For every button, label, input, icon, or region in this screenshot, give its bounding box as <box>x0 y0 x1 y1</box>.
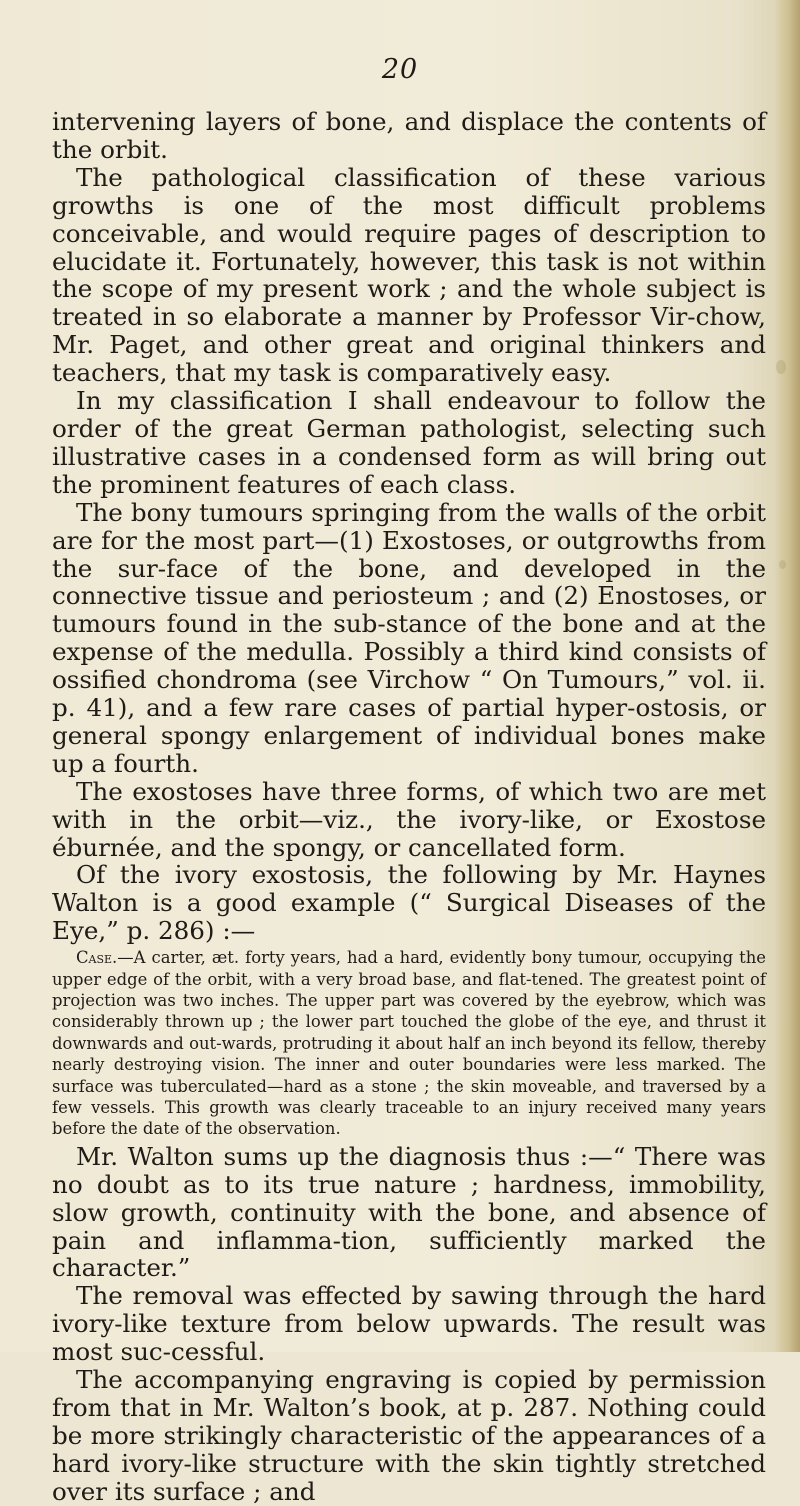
paragraph: The exostoses have three forms, of which two are met with in the orbit—viz., the ivory-like, or Exostose éburnée, and the spongy, or cancellated form. <box>52 776 766 862</box>
paper-stain <box>779 560 786 569</box>
case-label: Case. <box>76 948 118 968</box>
paragraph: Mr. Walton sums up the diagnosis thus :—“ There was no doubt as to its true nature ; hardness, immobility, slow growth, continuity with the bone, and absence of pain and inflamma-tion, sufficiently marked the character.” <box>52 1141 766 1283</box>
paragraph: The pathological classification of these various growths is one of the most difficult problems conceivable, and would require pages of description to elucidate it. Fortunately, however, this task is not within the scope of my present work ; and the whole subject is treated in so elaborate a manner by Professor Vir-chow, Mr. Paget, and other great and original thinkers and teachers, that my task is comparatively easy. <box>52 162 766 388</box>
paragraph: The bony tumours springing from the walls of the orbit are for the most part—(1) Exostoses, or outgrowths from the sur-face of the bone, and developed in the connective tissue and periosteum ; and (2) Enostoses, or tumours found in the sub-stance of the bone and at the expense of the medulla. Possibly a third kind consists of ossified chondroma (see Virchow “ On Tumours,” vol. ii. p. 41), and a few rare cases of partial hyper-ostosis, or general spongy enlargement of individual bones make up a fourth. <box>52 497 766 778</box>
paragraph: The accompanying engraving is copied by permission from that in Mr. Walton’s book, at p. 287. Nothing could be more strikingly characteristic of the appearances of a hard ivory-like structure with the skin tightly stretched over its surface ; and <box>52 1365 766 1506</box>
case-text: —A carter, æt. forty years, had a hard, evidently bony tumour, occupying the upper edge of the orbit, with a very broad base, and flat-tened. The greatest point of projection was two inches. The upper part was covered by the eyebrow, which was considerably thrown up ; the lower part touched the globe of the eye, and thrust it downwards and out-wards, protruding it about half an inch beyond its fellow, thereby nearly destroying vision. The inner and outer boundaries were less marked. The surface was tuberculated—hard as a stone ; the skin moveable, and traversed by a few vessels. This growth was clearly traceable to an injury received many years before the date of the observation. <box>52 948 766 1139</box>
body-text <box>52 108 766 1506</box>
paragraph: Of the ivory exostosis, the following by Mr. Haynes Walton is a good example (“ Surgical Diseases of the Eye,” p. 286) :— <box>52 860 766 946</box>
page-number: 20 <box>381 54 419 85</box>
paragraph: In my classification I shall endeavour to follow the order of the great German pathologist, selecting such illustrative cases in a condensed form as will bring out the prominent features of each class. <box>52 386 766 499</box>
page-edge-shadow <box>774 0 800 1352</box>
paper-stain <box>776 360 786 374</box>
paragraph: intervening layers of bone, and displace the contents of the orbit. <box>52 107 766 164</box>
case-report <box>52 947 766 1140</box>
paragraph: The removal was effected by sawing through the hard ivory-like texture from below upwards. The result was most suc-cessful. <box>52 1281 766 1367</box>
